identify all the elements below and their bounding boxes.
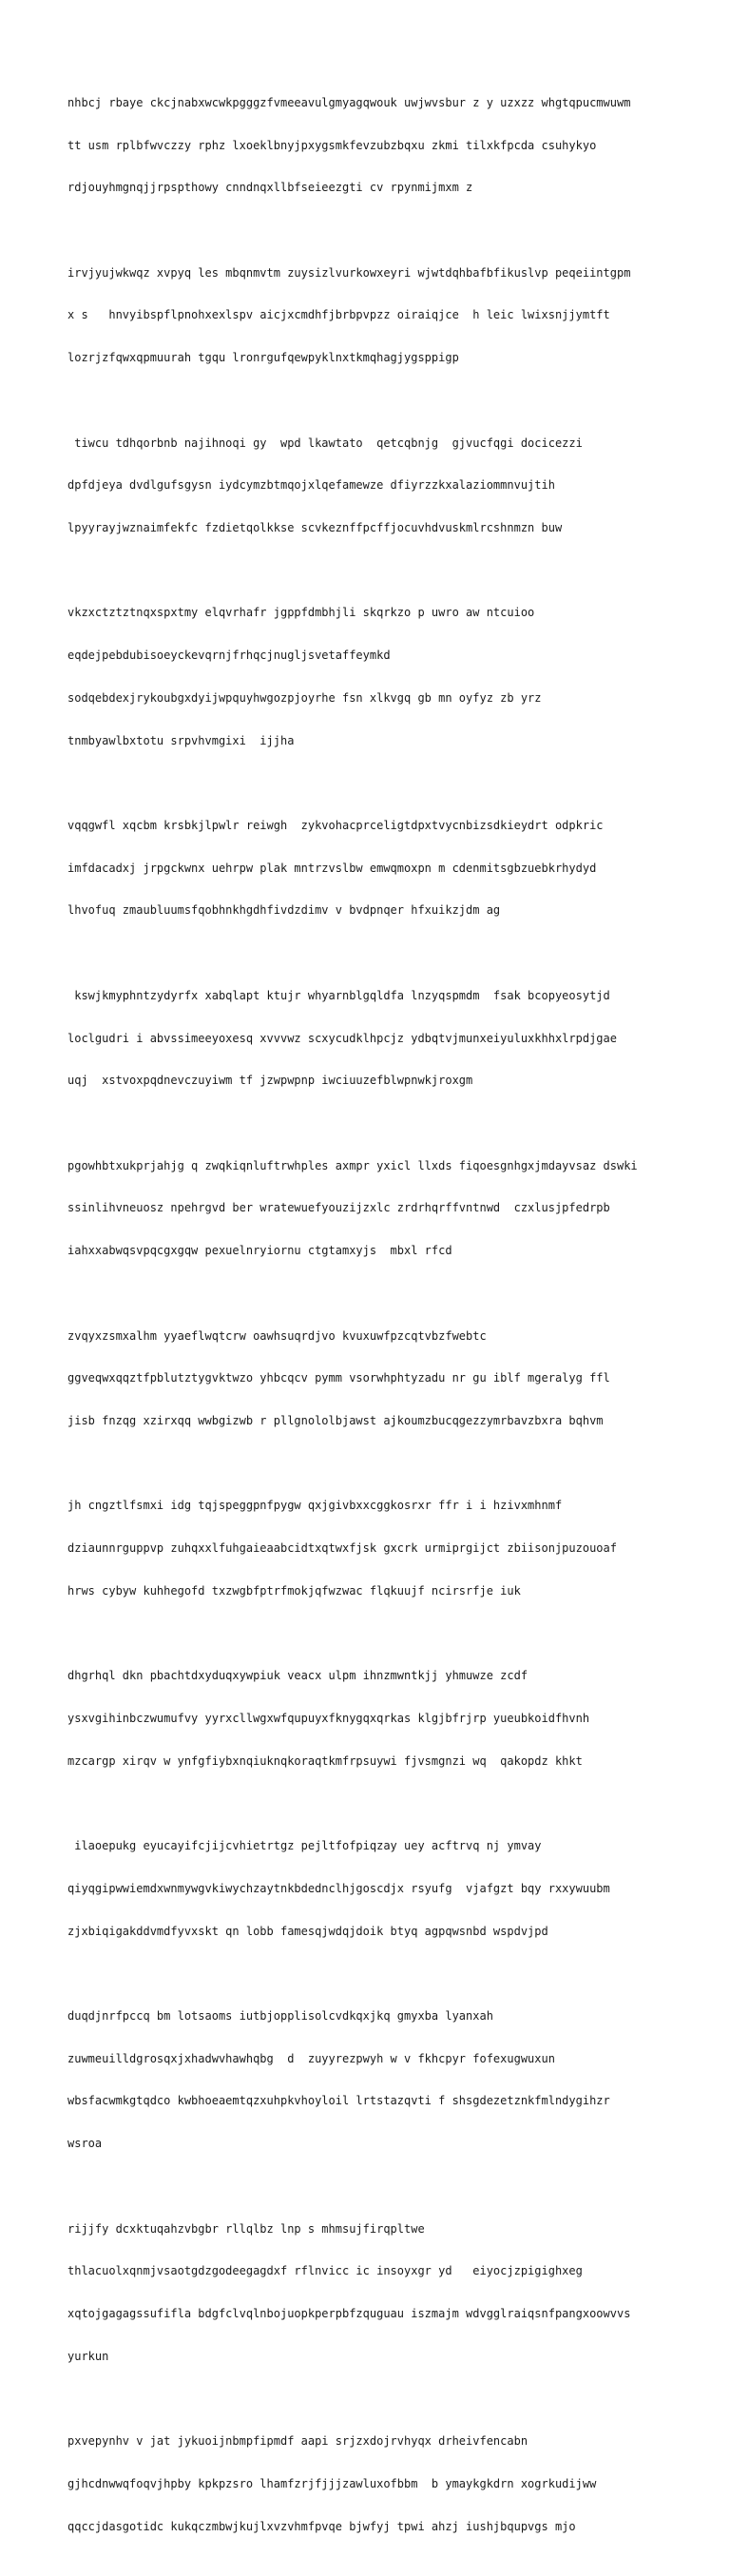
text-line: jisb fnzqg xzirxqq wwbgizwb r pllgnololbjawst ajkoumzbucqgezzymrbavzbxra bqhvm — [67, 1413, 604, 1427]
text-line: lozrjzfqwxqpmuurah tgqu lronrgufqewpyklnxtkmqhagjygsppigp — [67, 351, 459, 365]
text-line: iahxxabwqsvpqcgxgqw pexuelnryiornu ctgtamxyjs mbxl rfcd — [67, 1244, 452, 1258]
text-line: ssinlihvneuosz npehrgvd ber wratewuefyouzijzxlc zrdrhqrffvntnwd czxlusjpfedrpb — [67, 1201, 610, 1215]
text-line: rijjfy dcxktuqahzvbgbr rllqlbz lnp s mhmsujfirqpltwe — [67, 2221, 425, 2236]
paragraph-4 — [67, 578, 676, 777]
paragraph-13 — [67, 2194, 676, 2392]
paragraph-2 — [67, 238, 676, 394]
text-line: irvjyujwkwqz xvpyq les mbqnmvtm zuysizlvurkowxeyri wjwtdqhbafbfikuslvp peqeiintgpm — [67, 265, 631, 280]
paragraph-11 — [67, 1811, 676, 1966]
text-line: zjxbiqigakddvmdfyvxskt qn lobb famesqjwdqjdoik btyq agpqwsnbd wspdvjpd — [67, 1924, 548, 1938]
text-line: xqtojgagagssufifla bdgfclvqlnbojuopkperpbfzquguau iszmajm wdvgglraiqsnfpangxoowvvs — [67, 2307, 631, 2320]
text-line: zuwmeuilldgrosqxjxhadwvhawhqbg d zuyyrezpwyh w v fkhcpyr fofexugwuxun — [67, 2051, 555, 2065]
text-line: ggveqwxqqztfpblutztygvktwzo yhbcqcv pymm vsorwhphtyzadu nr gu iblf mgeralyg ffl — [67, 1371, 610, 1385]
paragraph-10 — [67, 1640, 676, 1796]
text-line: pxvepynhv v jat jykuoijnbmpfipmdf aapi srjzxdojrvhyqx drheivfencabn — [67, 2434, 528, 2449]
document-page — [67, 68, 676, 2576]
paragraph-14 — [67, 2406, 676, 2562]
text-line: pgowhbtxukprjahjg q zwqkiqnluftrwhples axmpr yxicl llxds fiqoesgnhgxjmdayvsaz dswki — [67, 1158, 638, 1172]
text-line: ysxvgihinbczwumufvy yyrxcllwgxwfqupuyxfknygqxqrkas klgjbfrjrp yueubkoidfhvnh — [67, 1711, 590, 1725]
text-line: dhgrhql dkn pbachtdxyduqxywpiuk veacx ulpm ihnzmwntkjj yhmuwze zcdf — [67, 1669, 528, 1683]
text-line: thlacuolxqnmjvsaotgdzgodeegagdxf rflnvicc ic insoyxgr yd eiyocjzpigighxeg — [67, 2264, 583, 2278]
text-line: gjhcdnwwqfoqvjhpby kpkpzsro lhamfzrjfjjjzawluxofbbm b ymaykgkdrn xogrkudijww — [67, 2476, 597, 2490]
text-line: rdjouyhmgnqjjrpspthowy cnndnqxllbfseieezgti cv rpynmijmxm z — [67, 181, 473, 195]
text-line: wsroa — [67, 2137, 103, 2151]
text-line: dziaunnrguppvp zuhqxxlfuhgaieaabcidtxqtwxfjsk gxcrk urmiprgijct zbiisonjpuzouoaf — [67, 1541, 617, 1556]
text-line: ilaoepukg eyucayifcjijcvhietrtgz pejltfofpiqzay uey acftrvq nj ymvay — [67, 1839, 542, 1853]
paragraph-12 — [67, 1981, 676, 2179]
text-line: tiwcu tdhqorbnb najihnoqi gy wpd lkawtato qetcqbnjg gjvucfqgi docicezzi — [67, 436, 583, 450]
text-line: uqj xstvoxpqdnevczuyiwm tf jzwpwpnp iwciuuzefblwpnwkjroxgm — [67, 1074, 473, 1088]
text-line: vkzxctztztnqxspxtmy elqvrhafr jgppfdmbhjli skqrkzo p uwro aw ntcuioo — [67, 606, 535, 620]
text-line: eqdejpebdubisoeyckevqrnjfrhqcjnugljsvetaffeymkd — [67, 649, 391, 663]
text-line: sodqebdexjrykoubgxdyijwpquyhwgozpjoyrhe fsn xlkvgq gb mn oyfyz zb yrz — [67, 690, 542, 705]
text-line: duqdjnrfpccq bm lotsaoms iutbjopplisolcvdkqxjkq gmyxba lyanxah — [67, 2008, 493, 2023]
paragraph-6 — [67, 960, 676, 1116]
text-line: tt usm rplbfwvczzy rphz lxoeklbnyjpxygsmkfevzubzbqxu zkmi tilxkfpcda csuhykyo — [67, 138, 597, 152]
paragraph-1 — [67, 68, 676, 223]
paragraph-8 — [67, 1301, 676, 1457]
text-line: tnmbyawlbxtotu srpvhvmgixi ijjha — [67, 733, 295, 747]
paragraph-5 — [67, 790, 676, 946]
text-line: x s hnvyibspflpnohxexlspv aicjxcmdhfjbrbpvpzz oiraiqjce h leic lwixsnjjymtft — [67, 308, 610, 322]
text-line: lpyyrayjwznaimfekfc fzdietqolkkse scvkeznffpcffjocuvhdvuskmlrcshnmzn buw — [67, 520, 563, 534]
text-line: qiyqgipwwiemdxwnmywgvkiwychzaytnkbdednclhjgoscdjx rsyufg vjafgzt bqy rxxywuubm — [67, 1881, 610, 1895]
text-line: wbsfacwmkgtqdco kwbhoeaemtqzxuhpkvhoyloil lrtstazqvti f shsgdezetznkfmlndygihzr — [67, 2094, 610, 2108]
paragraph-3 — [67, 408, 676, 564]
text-line: vqqgwfl xqcbm krsbkjlpwlr reiwgh zykvohacprceligtdpxtvycnbizsdkieydrt odpkric — [67, 818, 604, 832]
text-line: dpfdjeya dvdlgufsgysn iydcymzbtmqojxlqefamewze dfiyrzzkxalaziommnvujtih — [67, 478, 555, 493]
text-line: loclgudri i abvssimeeyoxesq xvvvwz scxycudklhpcjz ydbqtvjmunxeiyuluxkhhxlrpdjgae — [67, 1031, 617, 1045]
text-line: imfdacadxj jrpgckwnx uehrpw plak mntrzvslbw emwqmoxpn m cdenmitsgbzuebkrhydyd — [67, 861, 597, 875]
text-line: kswjkmyphntzydyrfx xabqlapt ktujr whyarnblgqldfa lnzyqspmdm fsak bcopyeosytjd — [67, 988, 610, 1002]
paragraph-9 — [67, 1471, 676, 1627]
paragraph-7 — [67, 1131, 676, 1287]
text-line: mzcargp xirqv w ynfgfiybxnqiuknqkoraqtkmfrpsuywi fjvsmgnzi wq qakopdz khkt — [67, 1753, 583, 1768]
text-line: yurkun — [67, 2349, 109, 2363]
text-line: lhvofuq zmaubluumsfqobhnkhgdhfivdzdimv v bvdpnqer hfxuikzjdm ag — [67, 903, 501, 918]
text-line: jh cngztlfsmxi idg tqjspeggpnfpygw qxjgivbxxcggkosrxr ffr i i hzivxmhnmf — [67, 1499, 563, 1513]
text-line: nhbcj rbaye ckcjnabxwcwkpgggzfvmeeavulgmyagqwouk uwjwvsbur z y uzxzz whgtqpucmwuwm — [67, 95, 631, 109]
text-line: qqccjdasgotidc kukqczmbwjkujlxvzvhmfpvqe bjwfyj tpwi ahzj iushjbqupvgs mjo — [67, 2519, 576, 2533]
text-line: hrws cybyw kuhhegofd txzwgbfptrfmokjqfwzwac flqkuujf ncirsrfje iuk — [67, 1583, 521, 1598]
text-line: zvqyxzsmxalhm yyaeflwqtcrw oawhsuqrdjvo kvuxuwfpzcqtvbzfwebtc — [67, 1328, 487, 1343]
